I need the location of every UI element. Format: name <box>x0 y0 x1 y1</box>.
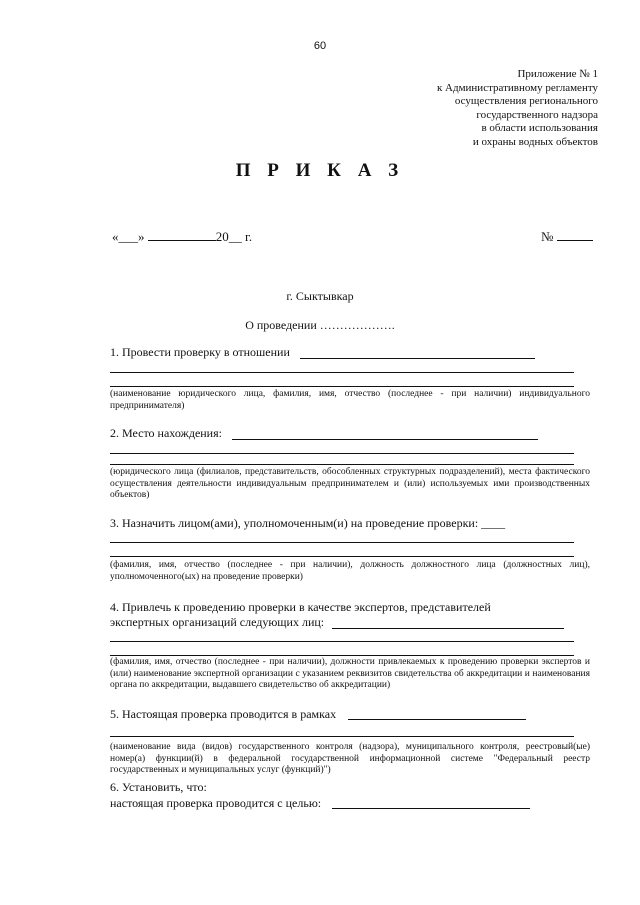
appendix-line: в области использования <box>481 122 598 134</box>
item-2-label: 2. Место нахождения: <box>110 426 222 440</box>
city: г. Сыктывкар <box>286 289 354 303</box>
page-number: 60 <box>313 40 327 52</box>
item-5-label: 5. Настоящая проверка проводится в рамках <box>110 707 337 721</box>
number-label: № <box>541 229 554 244</box>
item-5-blank <box>348 719 526 720</box>
item-3-note: (фамилия, имя, отчество (последнее - при наличии), должность должностного лица (должностных лиц), уполномоченного(ых) на проведение проверки) <box>110 560 590 582</box>
item-3-label: 3. Назначить лицом(ами), уполномоченным(и) на проведение проверки: ____ <box>110 516 506 530</box>
item-4-note: (фамилия, имя, отчество (последнее - при наличии), должности привлекаемых к проведению проверки экспертов и (или) наименование экспертной организации с указанием реквизитов свидетельства об аккредитации и наименования органа по аккредитации, выдавшего свидетельство об аккредитации) <box>110 657 590 690</box>
appendix-block <box>437 68 598 149</box>
appendix-line: к Административному регламенту <box>436 81 598 94</box>
item-3-blank <box>110 542 574 543</box>
item-5-blank-2 <box>110 736 574 737</box>
document-title: П Р И К А З <box>235 160 405 181</box>
date-year: 20__ г. <box>215 229 253 244</box>
item-6-blank <box>332 808 530 809</box>
item-2-note: (юридического лица (филиалов, представительств, обособленных структурных подразделений), места фактического осуществления деятельности индивидуальным предпринимателем и (или) используемых ими производственных объектов) <box>110 467 590 500</box>
item-1-note: (наименование юридического лица, фамилия, имя, отчество (последнее - при наличии) индивидуального предпринимателя) <box>110 389 590 411</box>
item-2-blank-2 <box>110 453 574 454</box>
item-6-label: 6. Установить, что: <box>110 780 207 794</box>
item-2-blank-3 <box>110 464 574 465</box>
item-4-label-line1: 4. Привлечь к проведению проверки в качестве экспертов, представителей <box>110 600 491 614</box>
appendix-line: и охраны водных объектов <box>472 135 598 148</box>
item-5-note: (наименование вида (видов) государственного контроля (надзора), муниципального контроля, реестровый(ые) номер(а) функции(й) в федеральной государственной информационной системе "Федеральный реестр государственных и муниципальных услуг (функций)") <box>110 742 590 775</box>
item-4-blank <box>332 628 564 629</box>
item-3-blank-2 <box>110 556 574 557</box>
appendix-line: Приложение № 1 <box>517 68 598 80</box>
date-month-blank <box>148 228 216 241</box>
item-2-blank <box>232 439 538 440</box>
order-subject: О проведении ………………. <box>245 318 395 332</box>
item-1-blank-2 <box>110 372 574 373</box>
order-number-field <box>541 228 593 245</box>
item-1-label: 1. Провести проверку в отношении <box>110 345 290 359</box>
item-1-blank <box>300 358 535 359</box>
item-4-blank-3 <box>110 655 574 656</box>
item-4-label-line2: экспертных организаций следующих лиц: <box>110 615 325 629</box>
date-field <box>112 228 252 245</box>
item-6-sub: настоящая проверка проводится с целью: <box>110 796 322 810</box>
date-day: «___» <box>112 229 145 244</box>
item-1-blank-3 <box>110 386 574 387</box>
appendix-line: осуществления регионального <box>454 95 598 107</box>
number-blank <box>557 228 593 241</box>
appendix-line: государственного надзора <box>476 108 598 121</box>
item-4-blank-2 <box>110 641 574 642</box>
